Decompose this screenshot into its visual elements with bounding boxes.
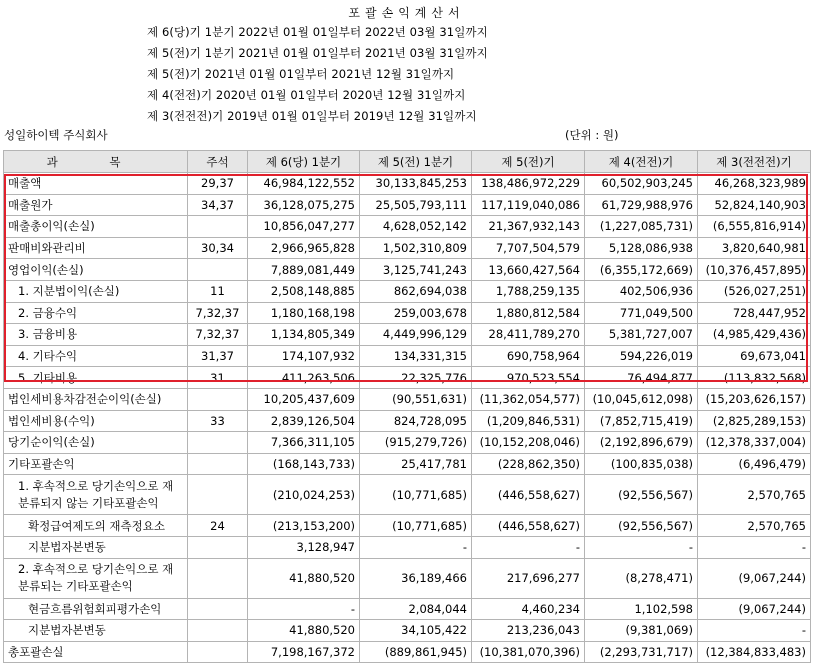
row-item-label: 기타포괄손익 bbox=[4, 453, 188, 475]
row-value-col-3: 1,880,812,584 bbox=[472, 302, 585, 324]
row-value-col-4: 61,729,988,976 bbox=[585, 194, 698, 216]
row-value-col-1: 7,366,311,105 bbox=[248, 432, 360, 454]
row-value-col-5: (526,027,251) bbox=[698, 280, 811, 302]
row-item-label: 영업이익(손실) bbox=[4, 259, 188, 281]
row-value-col-4: 594,226,019 bbox=[585, 345, 698, 367]
row-value-col-5: (6,555,816,914) bbox=[698, 216, 811, 238]
row-item-label: 1. 후속적으로 당기손익으로 재분류되지 않는 기타포괄손익 bbox=[4, 475, 188, 515]
row-value-col-4: (2,192,896,679) bbox=[585, 432, 698, 454]
row-value-col-3: (1,209,846,531) bbox=[472, 410, 585, 432]
row-value-col-2: 36,189,466 bbox=[360, 558, 472, 598]
row-note: 31,37 bbox=[188, 345, 248, 367]
row-value-col-1: 3,128,947 bbox=[248, 536, 360, 558]
row-value-col-2: 259,003,678 bbox=[360, 302, 472, 324]
table-row bbox=[4, 620, 811, 642]
row-value-col-2: 25,505,793,111 bbox=[360, 194, 472, 216]
row-note: 7,32,37 bbox=[188, 302, 248, 324]
row-value-col-2: 3,125,741,243 bbox=[360, 259, 472, 281]
row-value-col-4: 402,506,936 bbox=[585, 280, 698, 302]
row-value-col-5: - bbox=[698, 620, 811, 642]
row-value-col-5: (113,832,568) bbox=[698, 367, 811, 389]
row-value-col-5: (9,067,244) bbox=[698, 558, 811, 598]
table-row bbox=[4, 237, 811, 259]
row-note: 11 bbox=[188, 280, 248, 302]
row-value-col-3: 213,236,043 bbox=[472, 620, 585, 642]
row-value-col-5: (12,384,833,483) bbox=[698, 641, 811, 663]
row-value-col-4: 5,128,086,938 bbox=[585, 237, 698, 259]
row-item-label: 확정급여제도의 재측정요소 bbox=[4, 515, 188, 537]
row-value-col-2: 862,694,038 bbox=[360, 280, 472, 302]
row-value-col-3: (446,558,627) bbox=[472, 515, 585, 537]
row-value-col-5: 3,820,640,981 bbox=[698, 237, 811, 259]
row-value-col-4: (10,045,612,098) bbox=[585, 388, 698, 410]
row-item-label: 지분법자본변동 bbox=[4, 536, 188, 558]
row-value-col-4: (2,293,731,717) bbox=[585, 641, 698, 663]
row-value-col-4: 771,049,500 bbox=[585, 302, 698, 324]
row-value-col-3: 1,788,259,135 bbox=[472, 280, 585, 302]
row-item-label: 3. 금융비용 bbox=[4, 324, 188, 346]
row-value-col-4: (1,227,085,731) bbox=[585, 216, 698, 238]
income-statement-table bbox=[3, 150, 811, 663]
row-item-label: 매출총이익(손실) bbox=[4, 216, 188, 238]
header-col-2: 제 5(전) 1분기 bbox=[360, 151, 472, 173]
row-note: 24 bbox=[188, 515, 248, 537]
row-value-col-5: (6,496,479) bbox=[698, 453, 811, 475]
row-value-col-2: (10,771,685) bbox=[360, 515, 472, 537]
row-value-col-4: 1,102,598 bbox=[585, 598, 698, 620]
row-value-col-4: 60,502,903,245 bbox=[585, 173, 698, 195]
unit-label: (단위 : 원) bbox=[565, 128, 619, 142]
row-value-col-4: (92,556,567) bbox=[585, 515, 698, 537]
row-value-col-1: 10,856,047,277 bbox=[248, 216, 360, 238]
row-note bbox=[188, 620, 248, 642]
row-value-col-3: 7,707,504,579 bbox=[472, 237, 585, 259]
row-note bbox=[188, 558, 248, 598]
table-row bbox=[4, 453, 811, 475]
row-value-col-3: 21,367,932,143 bbox=[472, 216, 585, 238]
table-row bbox=[4, 388, 811, 410]
row-note bbox=[188, 259, 248, 281]
row-value-col-1: (213,153,200) bbox=[248, 515, 360, 537]
row-value-col-2: (915,279,726) bbox=[360, 432, 472, 454]
row-value-col-4: 76,494,877 bbox=[585, 367, 698, 389]
row-value-col-2: - bbox=[360, 536, 472, 558]
table-row bbox=[4, 345, 811, 367]
row-value-col-3: 4,460,234 bbox=[472, 598, 585, 620]
row-item-label: 2. 금융수익 bbox=[4, 302, 188, 324]
row-value-col-3: 138,486,972,229 bbox=[472, 173, 585, 195]
row-value-col-1: 2,508,148,885 bbox=[248, 280, 360, 302]
row-item-label: 법인세비용(수익) bbox=[4, 410, 188, 432]
row-item-label: 법인세비용차감전순이익(손실) bbox=[4, 388, 188, 410]
row-note: 29,37 bbox=[188, 173, 248, 195]
row-value-col-2: 4,449,996,129 bbox=[360, 324, 472, 346]
row-note: 34,37 bbox=[188, 194, 248, 216]
row-value-col-5: (4,985,429,436) bbox=[698, 324, 811, 346]
row-note: 33 bbox=[188, 410, 248, 432]
row-note: 31 bbox=[188, 367, 248, 389]
row-value-col-1: 41,880,520 bbox=[248, 558, 360, 598]
row-value-col-3: 690,758,964 bbox=[472, 345, 585, 367]
header-col-1: 제 6(당) 1분기 bbox=[248, 151, 360, 173]
period-line-4: 제 4(전전)기 2020년 01월 01일부터 2020년 12월 31일까지 bbox=[147, 88, 466, 102]
row-note bbox=[188, 475, 248, 515]
row-value-col-2: 22,325,776 bbox=[360, 367, 472, 389]
table-row bbox=[4, 280, 811, 302]
row-value-col-2: 34,105,422 bbox=[360, 620, 472, 642]
row-value-col-4: (100,835,038) bbox=[585, 453, 698, 475]
row-note bbox=[188, 388, 248, 410]
row-value-col-1: 2,839,126,504 bbox=[248, 410, 360, 432]
row-item-label: 2. 후속적으로 당기손익으로 재분류되는 기타포괄손익 bbox=[4, 558, 188, 598]
row-note bbox=[188, 536, 248, 558]
row-item-label: 현금흐름위험회피평가손익 bbox=[4, 598, 188, 620]
row-value-col-4: (8,278,471) bbox=[585, 558, 698, 598]
row-value-col-5: 46,268,323,989 bbox=[698, 173, 811, 195]
row-value-col-1: 1,134,805,349 bbox=[248, 324, 360, 346]
row-value-col-2: (10,771,685) bbox=[360, 475, 472, 515]
row-value-col-3: 217,696,277 bbox=[472, 558, 585, 598]
row-value-col-2: 1,502,310,809 bbox=[360, 237, 472, 259]
row-value-col-3: (228,862,350) bbox=[472, 453, 585, 475]
row-value-col-1: 41,880,520 bbox=[248, 620, 360, 642]
row-item-label: 4. 기타수익 bbox=[4, 345, 188, 367]
row-item-label: 판매비와관리비 bbox=[4, 237, 188, 259]
header-col-3: 제 5(전)기 bbox=[472, 151, 585, 173]
row-note bbox=[188, 453, 248, 475]
table-row bbox=[4, 194, 811, 216]
table-row bbox=[4, 216, 811, 238]
row-value-col-2: (889,861,945) bbox=[360, 641, 472, 663]
row-value-col-1: 174,107,932 bbox=[248, 345, 360, 367]
period-line-1: 제 6(당)기 1분기 2022년 01월 01일부터 2022년 03월 31일까지 bbox=[147, 25, 488, 39]
row-value-col-4: (9,381,069) bbox=[585, 620, 698, 642]
row-value-col-1: (168,143,733) bbox=[248, 453, 360, 475]
row-item-label: 1. 지분법이익(손실) bbox=[4, 280, 188, 302]
row-value-col-5: (10,376,457,895) bbox=[698, 259, 811, 281]
row-value-col-3: (446,558,627) bbox=[472, 475, 585, 515]
period-line-5: 제 3(전전전)기 2019년 01월 01일부터 2019년 12월 31일까지 bbox=[147, 109, 477, 123]
row-value-col-5: 52,824,140,903 bbox=[698, 194, 811, 216]
row-value-col-4: - bbox=[585, 536, 698, 558]
row-value-col-4: (6,355,172,669) bbox=[585, 259, 698, 281]
row-value-col-1: 46,984,122,552 bbox=[248, 173, 360, 195]
header-col-4: 제 4(전전)기 bbox=[585, 151, 698, 173]
row-value-col-1: - bbox=[248, 598, 360, 620]
row-value-col-1: 411,263,506 bbox=[248, 367, 360, 389]
table-row bbox=[4, 432, 811, 454]
row-value-col-3: (11,362,054,577) bbox=[472, 388, 585, 410]
row-note: 7,32,37 bbox=[188, 324, 248, 346]
table-row bbox=[4, 641, 811, 663]
row-value-col-3: - bbox=[472, 536, 585, 558]
row-note bbox=[188, 641, 248, 663]
table-row bbox=[4, 475, 811, 515]
row-item-label: 매출액 bbox=[4, 173, 188, 195]
row-value-col-2: (90,551,631) bbox=[360, 388, 472, 410]
row-item-label: 매출원가 bbox=[4, 194, 188, 216]
row-value-col-3: (10,381,070,396) bbox=[472, 641, 585, 663]
period-line-3: 제 5(전)기 2021년 01월 01일부터 2021년 12월 31일까지 bbox=[147, 67, 455, 81]
row-value-col-4: 5,381,727,007 bbox=[585, 324, 698, 346]
row-note bbox=[188, 432, 248, 454]
statement-title: 포괄손익계산서 bbox=[348, 6, 465, 20]
table-row bbox=[4, 536, 811, 558]
header-item: 과 목 bbox=[4, 151, 188, 173]
row-value-col-5: 728,447,952 bbox=[698, 302, 811, 324]
row-value-col-1: 2,966,965,828 bbox=[248, 237, 360, 259]
period-line-2: 제 5(전)기 1분기 2021년 01월 01일부터 2021년 03월 31일까지 bbox=[147, 46, 488, 60]
table-body bbox=[4, 173, 811, 663]
row-value-col-1: 10,205,437,609 bbox=[248, 388, 360, 410]
row-value-col-2: 25,417,781 bbox=[360, 453, 472, 475]
row-value-col-1: 1,180,168,198 bbox=[248, 302, 360, 324]
header-note: 주석 bbox=[188, 151, 248, 173]
row-value-col-5: 2,570,765 bbox=[698, 515, 811, 537]
table-row bbox=[4, 410, 811, 432]
table-row bbox=[4, 558, 811, 598]
table-row bbox=[4, 324, 811, 346]
company-name: 성일하이텍 주식회사 bbox=[4, 128, 108, 142]
row-value-col-2: 30,133,845,253 bbox=[360, 173, 472, 195]
row-value-col-3: 28,411,789,270 bbox=[472, 324, 585, 346]
row-value-col-5: (2,825,289,153) bbox=[698, 410, 811, 432]
row-value-col-3: 970,523,554 bbox=[472, 367, 585, 389]
row-item-label: 5. 기타비용 bbox=[4, 367, 188, 389]
row-value-col-2: 4,628,052,142 bbox=[360, 216, 472, 238]
row-value-col-5: (12,378,337,004) bbox=[698, 432, 811, 454]
row-value-col-1: (210,024,253) bbox=[248, 475, 360, 515]
row-note: 30,34 bbox=[188, 237, 248, 259]
row-value-col-2: 134,331,315 bbox=[360, 345, 472, 367]
table-row bbox=[4, 302, 811, 324]
row-value-col-3: 117,119,040,086 bbox=[472, 194, 585, 216]
row-value-col-4: (92,556,567) bbox=[585, 475, 698, 515]
row-value-col-2: 824,728,095 bbox=[360, 410, 472, 432]
row-value-col-1: 7,889,081,449 bbox=[248, 259, 360, 281]
row-value-col-1: 7,198,167,372 bbox=[248, 641, 360, 663]
row-value-col-3: 13,660,427,564 bbox=[472, 259, 585, 281]
row-item-label: 총포괄손실 bbox=[4, 641, 188, 663]
row-value-col-4: (7,852,715,419) bbox=[585, 410, 698, 432]
row-value-col-5: (9,067,244) bbox=[698, 598, 811, 620]
table-row bbox=[4, 259, 811, 281]
row-note bbox=[188, 598, 248, 620]
row-value-col-1: 36,128,075,275 bbox=[248, 194, 360, 216]
row-value-col-5: 69,673,041 bbox=[698, 345, 811, 367]
row-item-label: 당기순이익(손실) bbox=[4, 432, 188, 454]
table-row bbox=[4, 367, 811, 389]
row-value-col-2: 2,084,044 bbox=[360, 598, 472, 620]
row-value-col-3: (10,152,208,046) bbox=[472, 432, 585, 454]
header-col-5: 제 3(전전전)기 bbox=[698, 151, 811, 173]
table-row bbox=[4, 515, 811, 537]
row-note bbox=[188, 216, 248, 238]
table-header-row bbox=[4, 151, 811, 173]
table-row bbox=[4, 598, 811, 620]
row-value-col-5: (15,203,626,157) bbox=[698, 388, 811, 410]
row-item-label: 지분법자본변동 bbox=[4, 620, 188, 642]
table-row bbox=[4, 173, 811, 195]
row-value-col-5: - bbox=[698, 536, 811, 558]
row-value-col-5: 2,570,765 bbox=[698, 475, 811, 515]
